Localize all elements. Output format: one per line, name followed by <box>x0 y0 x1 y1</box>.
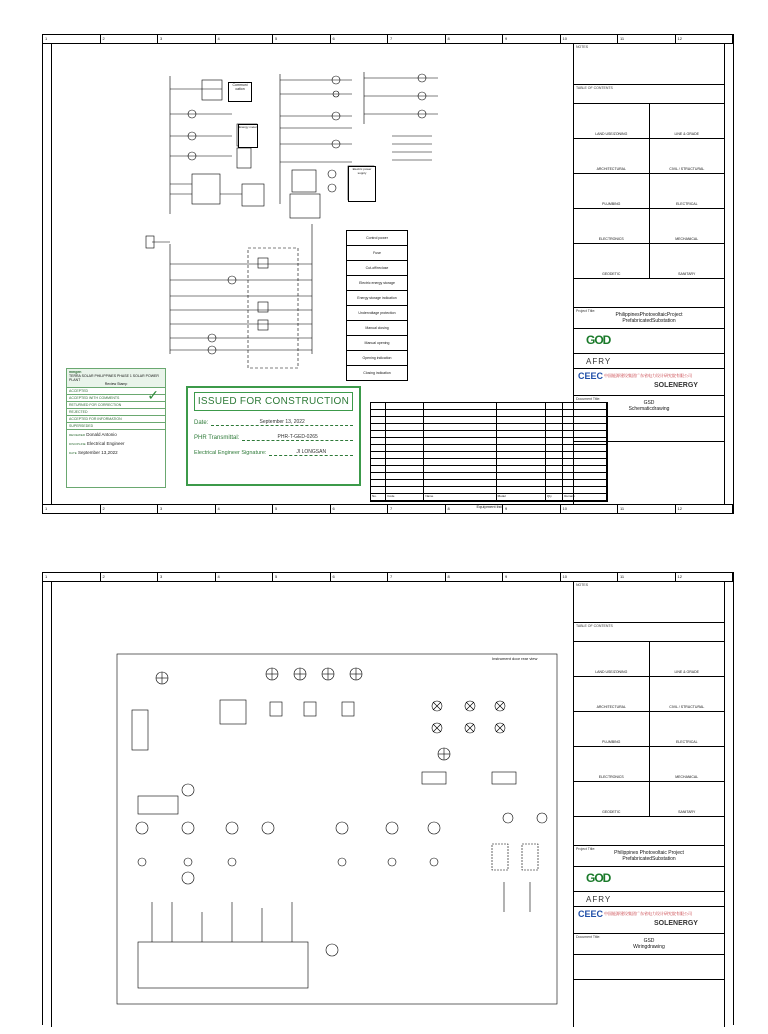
equipment-table-cell <box>371 417 386 423</box>
tb-discipline-row <box>574 244 724 279</box>
equipment-table-cell <box>386 403 424 409</box>
ruler-tick: 2 <box>101 35 159 43</box>
tb-project-label: Project Title: <box>576 309 596 313</box>
tb-discipline-row <box>574 712 724 747</box>
equipment-table-cell <box>497 480 546 486</box>
tb-afry-logo-row <box>574 354 724 369</box>
tb-discipline-row <box>574 104 724 139</box>
tb-discipline-cell: ARCHITECTURAL <box>574 677 650 711</box>
approval-status-option: ACCEPTED FOR INFORMATION <box>67 416 165 423</box>
ruler-tick: 7 <box>388 35 446 43</box>
equipment-table-cell <box>371 487 386 493</box>
equipment-table-cell <box>546 431 563 437</box>
equipment-table-cell <box>424 487 496 493</box>
function-list-item: Undervoltage protection <box>347 306 407 321</box>
equipment-table-row <box>371 438 607 445</box>
ruler-tick: 12 <box>676 573 734 581</box>
equipment-table-cell <box>497 466 546 472</box>
wiring-drawing-sheet <box>42 572 734 1025</box>
equipment-table-cell <box>371 403 386 409</box>
equipment-table-cell <box>546 487 563 493</box>
sheet1-drawing-area <box>51 43 725 509</box>
equipment-table-cell <box>371 473 386 479</box>
ruler-tick: 9 <box>503 505 561 513</box>
ceec-chinese-name: 中国能源建设集团广东省电力设计研究院有限公司 <box>604 911 692 916</box>
equipment-table-cell <box>546 438 563 444</box>
ruler-tick: 5 <box>273 573 331 581</box>
tb-god-logo-row <box>574 867 724 892</box>
equipment-table-row <box>371 410 607 417</box>
ruler-tick: 4 <box>216 35 274 43</box>
tb-project-label: Project Title: <box>576 847 596 851</box>
tb-doc-line2: Wiringdrawing <box>633 944 665 950</box>
stamp-signature-label: Electrical Engineer Signature: <box>194 450 267 456</box>
ceec-chinese-name: 中国能源建设集团广东省电力设计研究院有限公司 <box>604 373 692 378</box>
stamp-date-value: September 13, 2022 <box>211 419 353 426</box>
approval-status-option: REJECTED <box>67 409 165 416</box>
tb-document-title <box>574 396 724 417</box>
equipment-table-cell <box>424 452 496 458</box>
equipment-table-cell <box>371 410 386 416</box>
equipment-table-cell <box>371 466 386 472</box>
ruler-tick: 8 <box>446 35 504 43</box>
tb-god-logo-row <box>574 329 724 354</box>
ruler-tick: 3 <box>158 573 216 581</box>
approval-logo: mmgen <box>69 370 82 374</box>
tb-discipline-cell: MECHANICAL <box>675 237 699 241</box>
instrument-door-title: Instrument door rear view <box>492 656 538 661</box>
equipment-table-cell <box>424 445 496 451</box>
solenergy-logo: SOLENERGY <box>654 382 698 389</box>
function-list-table <box>346 230 408 381</box>
tb-discipline-cell: PLUMBING <box>574 712 650 746</box>
tb-document-label: Document Title: <box>576 935 601 939</box>
equipment-table-cell <box>424 403 496 409</box>
discipline-label: DISCIPLINE <box>69 442 86 446</box>
tb-notes-label: NOTES <box>576 45 589 49</box>
equipment-table-cell <box>497 403 546 409</box>
equipment-table-cell <box>371 480 386 486</box>
ruler-tick: 4 <box>216 505 274 513</box>
equipment-table-cell <box>546 459 563 465</box>
equipment-table-cell <box>424 438 496 444</box>
ruler-tick: 6 <box>331 35 389 43</box>
equipment-table-row <box>371 466 607 473</box>
schematic-drawing-sheet <box>42 34 734 514</box>
equipment-table-cell <box>497 445 546 451</box>
equipment-table-cell <box>424 424 496 430</box>
equipment-table-cell <box>386 459 424 465</box>
date-label: DATE <box>69 451 77 455</box>
sheet2-drawing-area <box>51 581 725 1027</box>
stamp-signature-line <box>194 449 353 456</box>
tb-document-title <box>574 934 724 955</box>
tb-revision-table <box>574 279 724 308</box>
equipment-table-cell <box>424 417 496 423</box>
equipment-table-cell <box>546 473 563 479</box>
tb-project <box>574 846 724 867</box>
equipment-table-row <box>371 417 607 424</box>
tb-discipline-cell: LAND USE/ZONING <box>574 642 650 676</box>
tb-discipline-row <box>574 747 724 782</box>
approval-status-option: ACCEPTED <box>67 388 165 395</box>
ruler-tick: 7 <box>388 573 446 581</box>
tb-doc-line1: GSD <box>643 400 655 406</box>
ruler-tick: 9 <box>503 573 561 581</box>
equipment-table-cell <box>386 410 424 416</box>
tb-project-line1: PhilippinesPhotovoltaicProject <box>615 312 683 318</box>
ruler-tick: 5 <box>273 35 331 43</box>
tb-project <box>574 308 724 329</box>
function-list-item: Closing indication <box>363 371 391 375</box>
ruler-tick: 8 <box>446 573 504 581</box>
tb-discipline-row <box>574 209 724 244</box>
ruler-tick: 10 <box>561 505 619 513</box>
tb-ceec-logo-row <box>574 907 724 934</box>
equipment-table-row <box>371 431 607 438</box>
approval-subtitle: Review Stamp <box>104 382 128 386</box>
equipment-table-cell <box>546 424 563 430</box>
tb-discipline-cell: ELECTRICAL <box>675 202 698 206</box>
equipment-table-cell <box>424 431 496 437</box>
stamp-date-line <box>194 419 353 426</box>
function-list-item: Manual opening <box>347 336 407 351</box>
equipment-table-row <box>371 452 607 459</box>
equipment-table-cell <box>546 410 563 416</box>
equipment-table-cell <box>497 438 546 444</box>
equipment-table-cell <box>371 452 386 458</box>
tb-discipline-cell: SANITARY <box>678 272 696 276</box>
equipment-table-cell <box>497 410 546 416</box>
tb-discipline-cell: GEODETIC <box>574 244 650 278</box>
ruler-tick: 3 <box>158 35 216 43</box>
tb-toc-label: TABLE OF CONTENTS <box>576 86 613 90</box>
equipment-table-cell: Remark <box>563 494 607 500</box>
ruler-tick: 2 <box>101 505 159 513</box>
tb-discipline-cell: GEODETIC <box>574 782 650 816</box>
equipment-table-cell: Model <box>497 494 546 500</box>
tb-discipline-cell: LAND USE/ZONING <box>574 104 650 138</box>
equipment-table-cell: Code <box>386 494 424 500</box>
review-approval-stamp <box>66 368 166 488</box>
equipment-table-cell <box>371 445 386 451</box>
equipment-table-cell <box>386 438 424 444</box>
equipment-table-row <box>371 473 607 480</box>
function-list-item: Energy storage indication <box>347 291 407 306</box>
tb-document-label: Document Title: <box>576 397 601 401</box>
equipment-table-cell <box>371 431 386 437</box>
ruler-tick: 6 <box>331 505 389 513</box>
equipment-table-cell <box>546 466 563 472</box>
communication-box: Communi cation <box>228 82 252 102</box>
equipment-table-cell <box>371 438 386 444</box>
stamp-phr-line <box>194 434 353 441</box>
tb-discipline-row <box>574 642 724 677</box>
equipment-table-cell <box>371 424 386 430</box>
equipment-table-cell <box>386 417 424 423</box>
tb-discipline-row <box>574 677 724 712</box>
ruler-tick: 3 <box>158 505 216 513</box>
afry-logo: AFRY <box>586 895 612 904</box>
ruler-tick: 1 <box>43 505 101 513</box>
reviewer-label: REVIEWER <box>69 433 86 437</box>
ruler-tick: 4 <box>216 573 274 581</box>
ruler-tick: 1 <box>43 573 101 581</box>
equipment-table-cell <box>424 466 496 472</box>
reviewer-name: Donald Antonio <box>86 432 117 437</box>
tb-discipline-cell: ELECTRONICS <box>574 209 650 243</box>
equipment-table-row <box>371 459 607 466</box>
equipment-table-row <box>371 403 607 410</box>
tb-toc-label: TABLE OF CONTENTS <box>576 624 613 628</box>
equipment-table-cell <box>386 452 424 458</box>
equipment-table-cell <box>497 452 546 458</box>
equipment-table-cell <box>546 452 563 458</box>
power-supply-box: Electric power supply <box>348 166 376 202</box>
tb-discipline-cell: CIVIL / STRUCTURAL <box>669 167 705 171</box>
tb-afry-logo-row <box>574 892 724 907</box>
issued-for-construction-stamp <box>186 386 361 486</box>
energy-meter-box: Energy meter <box>238 124 258 148</box>
tb-discipline-row <box>574 782 724 817</box>
god-logo: GOD <box>586 333 611 347</box>
ruler-tick: 12 <box>676 505 734 513</box>
equipment-table-cell <box>386 480 424 486</box>
approved-check-icon: ✓ <box>147 387 159 403</box>
equipment-table-header <box>371 494 607 501</box>
equipment-table-cell <box>497 417 546 423</box>
stamp-phr-label: PHR Transmittal: <box>194 435 240 441</box>
tb-discipline-row <box>574 174 724 209</box>
equipment-table-cell <box>386 473 424 479</box>
equipment-table-cell <box>546 445 563 451</box>
stamp-phr-value: PHR-T-GED-0265 <box>242 434 353 441</box>
tb-drawing-number <box>574 955 724 980</box>
equipment-table-row <box>371 424 607 431</box>
equipment-table-cell <box>546 403 563 409</box>
equipment-table-cell <box>386 431 424 437</box>
equipment-table-cell <box>497 431 546 437</box>
equipment-table-cell: No. <box>371 494 386 500</box>
tb-discipline-cell: ELECTRONICS <box>574 747 650 781</box>
equipment-table-cell <box>546 480 563 486</box>
function-list-item: Cut-off/reclose <box>347 261 407 276</box>
equipment-table-cell <box>424 480 496 486</box>
tb-notes <box>574 44 724 85</box>
tb-doc-line1: GSD <box>643 938 655 944</box>
tb-discipline-cell: LINE & GRADE <box>674 670 699 674</box>
tb-discipline-cell: SANITARY <box>678 810 696 814</box>
sheet2-title-block <box>573 582 724 1027</box>
equipment-table-cell: Name <box>424 494 496 500</box>
equipment-table-cell <box>497 473 546 479</box>
equipment-table-cell <box>424 459 496 465</box>
tb-discipline-cell: LINE & GRADE <box>674 132 699 136</box>
review-date: September 13,2022 <box>78 450 118 455</box>
stamp-date-label: Date: <box>194 420 209 426</box>
tb-project-line2: PrefabricatedSubstation <box>622 856 676 862</box>
equipment-table-cell <box>497 487 546 493</box>
function-list-item: Fuse <box>347 246 407 261</box>
equipment-table-cell <box>497 459 546 465</box>
tb-project-line2: PrefabricatedSubstation <box>622 318 676 324</box>
equipment-table-cell <box>424 410 496 416</box>
ruler-tick: 11 <box>618 35 676 43</box>
ruler-tick: 11 <box>618 505 676 513</box>
solenergy-logo: SOLENERGY <box>654 920 698 927</box>
approval-status-option: SUPERSEDED <box>67 423 165 430</box>
tb-ceec-logo-row <box>574 369 724 396</box>
function-list-item: Opening indication <box>347 351 407 366</box>
tb-notes-label: NOTES <box>576 583 589 587</box>
tb-discipline-row <box>574 139 724 174</box>
equipment-table-cell <box>386 466 424 472</box>
ruler-tick: 9 <box>503 35 561 43</box>
ruler-tick: 2 <box>101 573 159 581</box>
ruler-tick: 6 <box>331 573 389 581</box>
afry-logo: AFRY <box>586 357 612 366</box>
ceec-logo: CEEC <box>578 909 604 919</box>
equipment-list-title: Equipment list <box>476 504 502 509</box>
function-list-item: Manual closing <box>347 321 407 336</box>
approval-status-option: ACCEPTED WITH COMMENTS <box>67 395 165 402</box>
tb-toc <box>574 623 724 642</box>
tb-doc-line2: Schematicdrawing <box>628 406 670 412</box>
tb-project-line1: Philippines Photovoltaic Project <box>614 850 684 856</box>
equipment-table-cell <box>497 424 546 430</box>
equipment-table-cell <box>386 445 424 451</box>
approval-title: TERRA SOLAR PHILIPPINES PHASE 1 SOLAR POWER PLANT <box>69 374 159 382</box>
tb-toc <box>574 85 724 104</box>
sheet1-title-block <box>573 44 724 504</box>
equipment-table-row <box>371 445 607 452</box>
function-list-item: Control power <box>347 231 407 246</box>
tb-discipline-cell: PLUMBING <box>574 174 650 208</box>
equipment-table-cell <box>371 459 386 465</box>
stamp-title: ISSUED FOR CONSTRUCTION <box>194 392 353 411</box>
equipment-table-cell <box>546 417 563 423</box>
tb-discipline-cell: ARCHITECTURAL <box>574 139 650 173</box>
function-list-item: Electric energy storage <box>347 276 407 291</box>
equipment-table-cell <box>424 473 496 479</box>
equipment-table-row <box>371 487 607 494</box>
god-logo: GOD <box>586 871 611 885</box>
ruler-tick: 10 <box>561 35 619 43</box>
ruler-tick: 5 <box>273 505 331 513</box>
reviewer-discipline: Electrical Engineer <box>86 441 125 446</box>
ruler-tick: 11 <box>618 573 676 581</box>
tb-drawing-number <box>574 417 724 442</box>
stamp-signature-value: JI LONGSAN <box>269 449 353 456</box>
tb-discipline-cell: MECHANICAL <box>675 775 699 779</box>
equipment-table-row <box>371 480 607 487</box>
ruler-tick: 7 <box>388 505 446 513</box>
ruler-tick: 8 <box>446 505 504 513</box>
tb-revision-table <box>574 817 724 846</box>
ruler-tick: 12 <box>676 35 734 43</box>
approval-status-option: RETURNED FOR CORRECTION <box>67 402 165 409</box>
tb-discipline-cell: CIVIL / STRUCTURAL <box>669 705 705 709</box>
ceec-logo: CEEC <box>578 371 604 381</box>
ruler-tick: 1 <box>43 35 101 43</box>
equipment-table-cell <box>386 424 424 430</box>
equipment-table-cell: Qty <box>546 494 563 500</box>
equipment-table-cell <box>386 487 424 493</box>
tb-discipline-cell: ELECTRICAL <box>675 740 698 744</box>
wiring-diagram <box>52 582 574 1034</box>
tb-notes <box>574 582 724 623</box>
ruler-tick: 10 <box>561 573 619 581</box>
